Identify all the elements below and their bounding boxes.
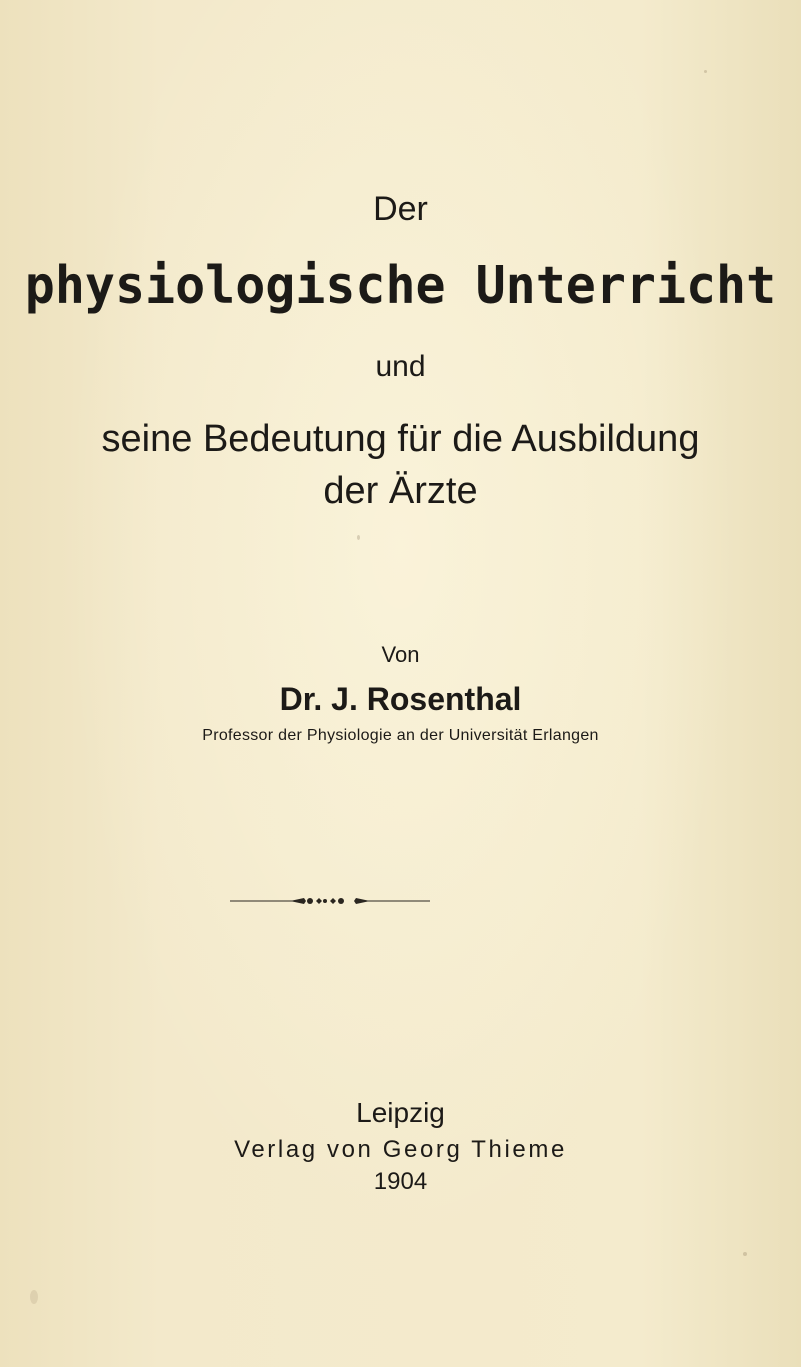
- byline-prefix: Von: [381, 642, 420, 667]
- subtitle-line-2: der Ärzte: [323, 470, 478, 512]
- publisher: Verlag von Georg Thieme: [234, 1136, 567, 1163]
- subtitle-line-1: seine Bedeutung für die Ausbildung: [101, 418, 700, 460]
- paper-speck: [30, 1290, 38, 1304]
- author-name: Dr. J. Rosenthal: [279, 681, 522, 717]
- conjunction: und: [375, 350, 426, 383]
- publication-year: 1904: [373, 1168, 428, 1195]
- paper-speck: [704, 70, 707, 73]
- paper-speck: [743, 1252, 747, 1256]
- pre-title: Der: [373, 190, 428, 228]
- main-title: physiologische Unterricht: [24, 256, 777, 316]
- publication-place: Leipzig: [356, 1097, 445, 1128]
- decorative-rule-icon: [230, 888, 430, 914]
- author-affiliation: Professor der Physiologie an der Universität Erlangen: [202, 727, 599, 744]
- paper-speck: [357, 535, 360, 540]
